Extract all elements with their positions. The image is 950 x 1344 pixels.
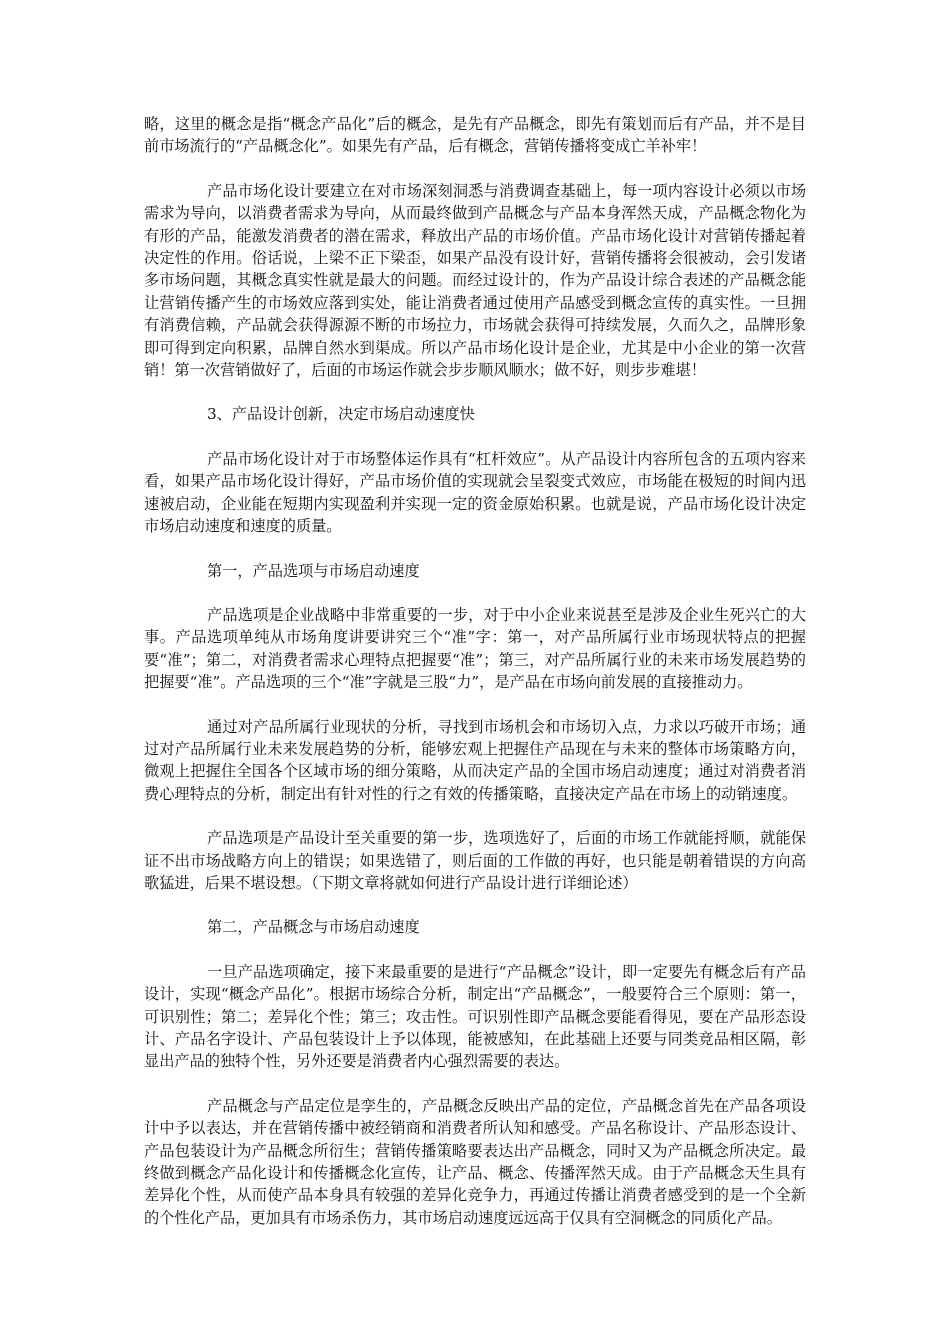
paragraph: 产品选项是企业战略中非常重要的一步，对于中小企业来说甚至是涉及企业生死兴亡的大事。产品选项单纯从市场角度讲要讲究三个“准”字：第一，对产品所属行业市场现状特点的把握要“准”；第二，对消费者需求心理特点把握要“准”；第三，对产品所属行业的未来市场发展趋势的把握要“准”。产品选项的三个“准”字就是三股“力”，是产品在市场向前发展的直接推动力。	[144, 605, 806, 692]
subsection-heading: 第一，产品选项与市场启动速度	[207, 561, 420, 580]
paragraph: 通过对产品所属行业现状的分析，寻找到市场机会和市场切入点，力求以巧破开市场；通过对产品所属行业未来发展趋势的分析，能够宏观上把握住产品现在与未来的整体市场策略方向，微观上把握住全国各个区域市场的细分策略，从而决定产品的全国市场启动速度；通过对消费者消费心理特点的分析，制定出有针对性的行之有效的传播策略，直接决定产品在市场上的动销速度。	[144, 717, 806, 803]
paragraph: 产品选项是产品设计至关重要的第一步，选项选好了，后面的市场工作就能捋顺，就能保证不出市场战略方向上的错误；如果选错了，则后面的工作做的再好，也只能是朝着错误的方向高歌猛进，后果不堪设想。（下期文章将就如何进行产品设计进行详细论述）	[144, 829, 806, 892]
paragraph: 产品市场化设计要建立在对市场深刻洞悉与消费调查基础上，每一项内容设计必须以市场需求为导向，以消费者需求为导向，从而最终做到产品概念与产品本身浑然天成，产品概念物化为有形的产品，能激发消费者的潜在需求，释放出产品的市场价值。产品市场化设计对营销传播起着决定性的作用。俗话说，上梁不正下梁歪，如果产品没有设计好，营销传播将会很被动，会引发诸多市场问题，其概念真实性就是最大的问题。而经过设计的，作为产品设计综合表述的产品概念能让营销传播产生的市场效应落到实处，能让消费者通过使用产品感受到概念宣传的真实性。一旦拥有消费信赖，产品就会获得源源不断的市场拉力，市场就会获得可持续发展，久而久之，品牌形象即可得到定向积累，品牌自然水到渠成。所以产品市场化设计是企业，尤其是中小企业的第一次营销！第一次营销做好了，后面的市场运作就会步步顺风顺水；做不好，则步步难堪！	[144, 181, 806, 380]
paragraph: 略，这里的概念是指“概念产品化”后的概念，是先有产品概念，即先有策划而后有产品，并不是目前市场流行的“产品概念化”。如果先有产品，后有概念，营销传播将变成亡羊补牢！	[144, 115, 806, 156]
paragraph: 产品市场化设计对于市场整体运作具有“杠杆效应”。从产品设计内容所包含的五项内容来看，如果产品市场化设计得好，产品市场价值的实现就会呈裂变式效应，市场能在极短的时间内迅速被启动，企业能在短期内实现盈利并实现一定的资金原始积累。也就是说，产品市场化设计决定市场启动速度和速度的质量。	[144, 449, 806, 536]
document-page	[144, 113, 806, 1251]
paragraph: 一旦产品选项确定，接下来最重要的是进行“产品概念”设计，即一定要先有概念后有产品设计，实现“概念产品化”。根据市场综合分析，制定出“产品概念”，一般要符合三个原则：第一，可识别性；第二；差异化个性；第三；攻击性。可识别性即产品概念要能看得见，要在产品形态设计、产品名字设计、产品包装设计上予以体现，能被感知，在此基础上还要与同类竞品相区隔，彰显出产品的独特个性，另外还要是消费者内心强烈需要的表达。	[144, 962, 806, 1071]
paragraph: 产品概念与产品定位是孪生的，产品概念反映出产品的定位，产品概念首先在产品各项设计中予以表达，并在营销传播中被经销商和消费者所认知和感受。产品名称设计、产品形态设计、产品包装设计为产品概念所衍生；营销传播策略要表达出产品概念，同时又为产品概念所决定。最终做到概念产品化设计和传播概念化宣传，让产品、概念、传播浑然天成。由于产品概念天生具有差异化个性，从而使产品本身具有较强的差异化竞争力，再通过传播让消费者感受到的是一个全新的个性化产品，更加具有市场杀伤力，其市场启动速度远远高于仅具有空洞概念的同质化产品。	[144, 1096, 806, 1227]
section-heading: 3、产品设计创新，决定市场启动速度快	[207, 405, 475, 424]
subsection-heading: 第二，产品概念与市场启动速度	[207, 918, 420, 937]
